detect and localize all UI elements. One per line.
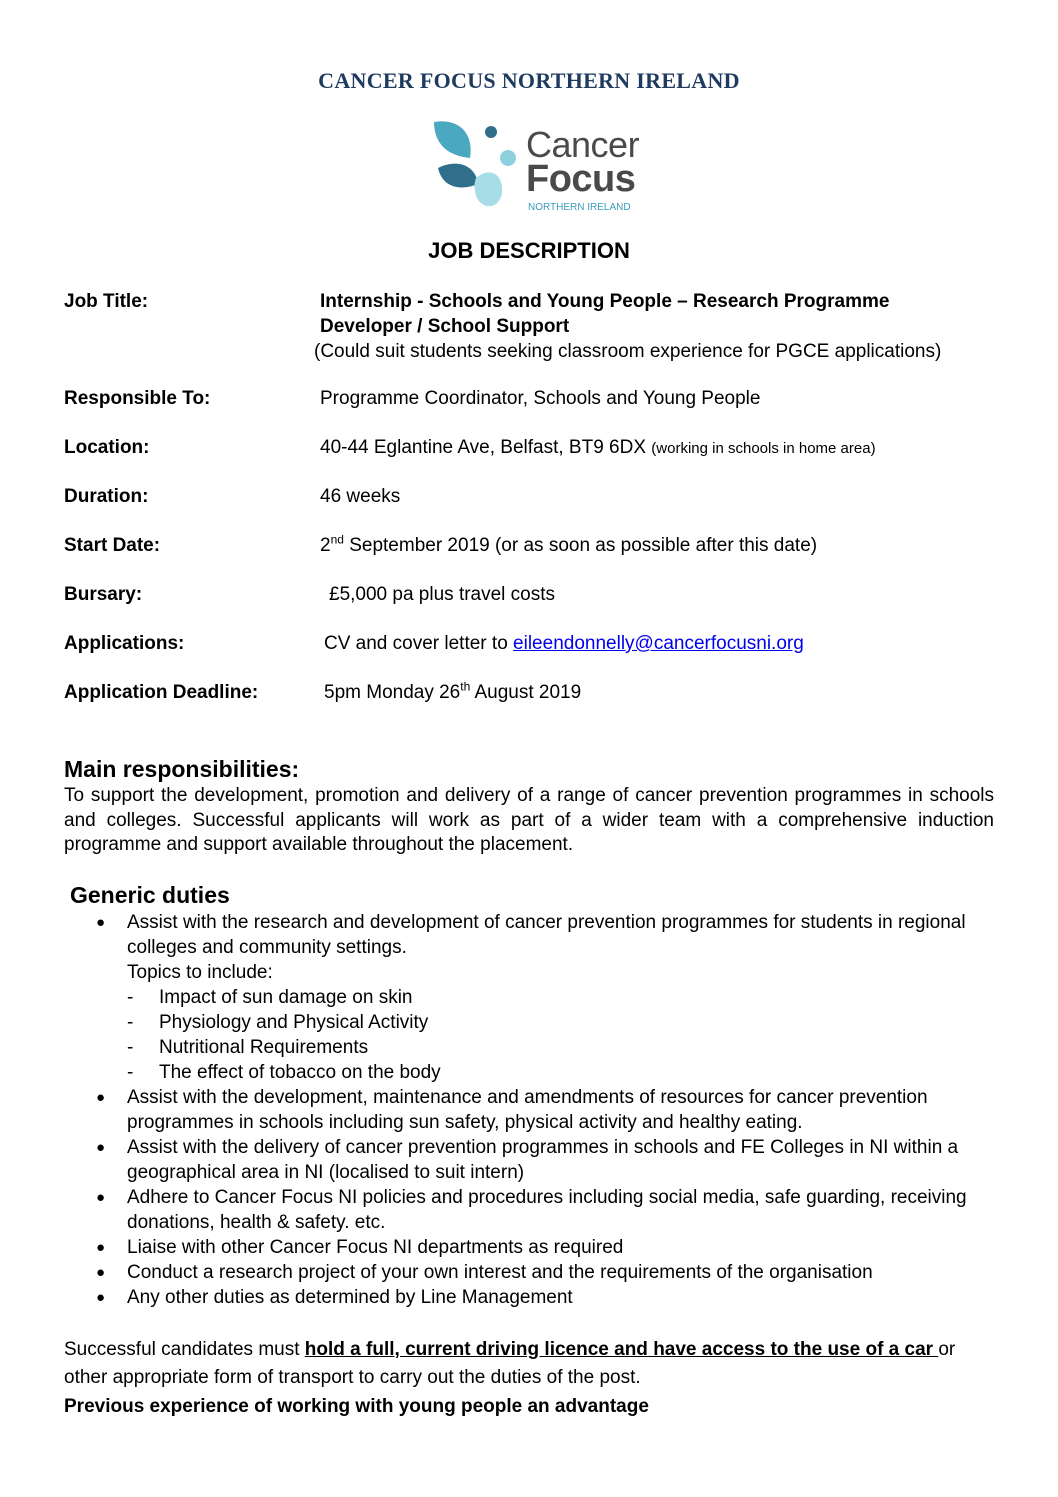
topic-text: The effect of tobacco on the body xyxy=(159,1062,441,1083)
deadline-suffix: th xyxy=(460,679,471,694)
duty-text: Assist with the research and development of cancer prevention programmes for students in regional colleges and community settings. xyxy=(127,912,966,958)
job-title-line1: Internship - Schools and Young People – Research Programme xyxy=(320,291,890,312)
topic-text: Nutritional Requirements xyxy=(159,1037,369,1058)
job-title-line2: Developer / School Support xyxy=(320,316,570,337)
driving-requirement xyxy=(64,1336,994,1392)
responsible-to-value: Programme Coordinator, Schools and Young People xyxy=(320,388,761,409)
location-value: 40-44 Eglantine Ave, Belfast, BT9 6DX xyxy=(320,437,647,458)
start-date-day: 2 xyxy=(320,535,331,556)
location-label: Location: xyxy=(64,437,150,458)
bullet-icon: ● xyxy=(96,1264,106,1281)
logo-word-cancer: Cancer xyxy=(526,124,640,165)
applications-label: Applications: xyxy=(64,633,185,654)
duty-item xyxy=(64,1135,994,1185)
bullet-icon: ● xyxy=(96,1189,106,1206)
bursary-value: £5,000 pa plus travel costs xyxy=(329,584,556,605)
topics-label: Topics to include: xyxy=(127,962,273,983)
duty-item xyxy=(64,1285,994,1310)
topic-item: - Impact of sun damage on skin xyxy=(127,987,413,1008)
application-email-link[interactable]: eileendonnelly@cancerfocusni.org xyxy=(513,633,804,654)
duty-text: Assist with the delivery of cancer prevention programmes in schools and FE Colleges in NI within a geographical area in NI (localised to suit intern) xyxy=(127,1137,959,1183)
cancer-focus-logo xyxy=(428,118,648,218)
start-date-suffix: nd xyxy=(330,532,344,547)
bullet-icon: ● xyxy=(96,914,106,931)
duty-item xyxy=(64,1235,994,1260)
requirement-suffix: or other appropriate form of transport to carry out the duties of the post. xyxy=(64,1339,956,1388)
bullet-icon: ● xyxy=(96,1239,106,1256)
location-note: (working in schools in home area) xyxy=(651,440,876,457)
generic-duties-list xyxy=(64,910,994,1310)
main-responsibilities-heading: Main responsibilities: xyxy=(64,756,300,782)
topic-item: - Nutritional Requirements xyxy=(127,1037,369,1058)
duration-label: Duration: xyxy=(64,486,149,507)
bullet-icon: ● xyxy=(96,1089,106,1106)
duty-item xyxy=(64,1260,994,1285)
duty-item xyxy=(64,1085,994,1135)
logo-word-ni: NORTHERN IRELAND xyxy=(528,202,631,213)
duty-item xyxy=(64,1185,994,1235)
duty-text: Liaise with other Cancer Focus NI departments as required xyxy=(127,1237,624,1258)
responsible-to-label: Responsible To: xyxy=(64,388,211,409)
start-date-label: Start Date: xyxy=(64,535,161,556)
duty-text: Assist with the development, maintenance and amendments of resources for cancer prevention programmes in schools including sun safety, physical activity and healthy eating. xyxy=(127,1087,928,1133)
start-date-rest: September 2019 (or as soon as possible after this date) xyxy=(343,535,818,556)
deadline-prefix: 5pm Monday 26 xyxy=(324,682,461,703)
logo-word-focus: Focus xyxy=(526,158,636,200)
topic-item: - Physiology and Physical Activity xyxy=(127,1012,429,1033)
organisation-title: CANCER FOCUS NORTHERN IRELAND xyxy=(318,68,740,93)
duty-text: Adhere to Cancer Focus NI policies and procedures including social media, safe guarding, receiving donations, health & safety. etc. xyxy=(127,1187,967,1233)
topic-text: Physiology and Physical Activity xyxy=(159,1012,429,1033)
duration-value: 46 weeks xyxy=(320,486,401,507)
generic-duties-heading: Generic duties xyxy=(70,882,230,908)
bullet-icon: ● xyxy=(96,1289,106,1306)
applications-prefix: CV and cover letter to xyxy=(324,633,514,654)
requirement-emphasis: hold a full, current driving licence and have access to the use of a car xyxy=(304,1339,939,1360)
job-title-label: Job Title: xyxy=(64,291,149,312)
experience-note: Previous experience of working with young people an advantage xyxy=(64,1396,649,1417)
deadline-label: Application Deadline: xyxy=(64,682,259,703)
logo-petals-icon xyxy=(428,118,528,218)
deadline-rest: August 2019 xyxy=(470,682,582,703)
topic-item: - The effect of tobacco on the body xyxy=(127,1062,441,1083)
duty-text: Any other duties as determined by Line Management xyxy=(127,1287,573,1308)
duty-text: Conduct a research project of your own interest and the requirements of the organisation xyxy=(127,1262,873,1283)
job-title-note: (Could suit students seeking classroom experience for PGCE applications) xyxy=(314,341,942,362)
bullet-icon: ● xyxy=(96,1139,106,1156)
main-responsibilities-text: To support the development, promotion and delivery of a range of cancer prevention programmes in schools and colleges. Successful applicants will work as part of a wider team with a comprehensive induction programme and support available throughout the placement. xyxy=(64,785,994,855)
bursary-label: Bursary: xyxy=(64,584,143,605)
requirement-prefix: Successful candidates must xyxy=(64,1339,305,1360)
document-title: JOB DESCRIPTION xyxy=(428,238,630,263)
topics-list xyxy=(127,985,994,1085)
topic-text: Impact of sun damage on skin xyxy=(159,987,413,1008)
duty-item xyxy=(64,910,994,1085)
